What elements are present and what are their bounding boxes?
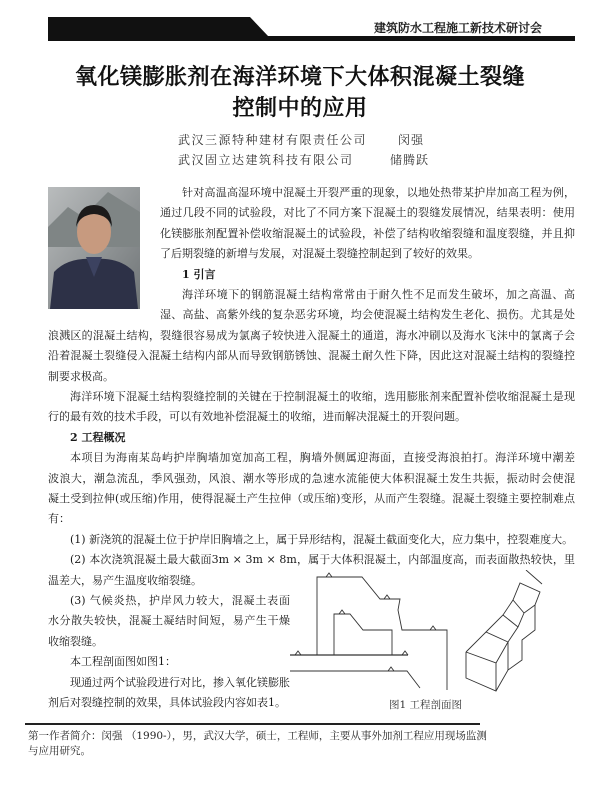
elevation-marks [326,573,332,577]
author-name: 储腾跃 [390,153,430,167]
inner-section-outline [334,614,392,655]
body-text-line: 行的最有效的技术手段，可以有效地补偿混凝土的收缩，进而解决混凝土的开裂问题。 [48,410,466,424]
footnote-line: 第一作者简介：闵强 （1990-），男，武汉大学，硕士，工程师，主要从事外加剂工程应用现场监测 [28,730,487,742]
footnote-line: 与应用研究。 [28,745,91,757]
body-text-line: 针对高温高湿环境中混凝土开裂严重的现象，以地处热带某护岸加高工程为例， [182,186,575,199]
body-text-line: 温差大，易产生温度收缩裂缝。 [48,573,202,587]
body-text-line: 制要求极高。 [48,369,114,383]
body-text-line: 凝土受到拉伸(或压缩)作用，使得混凝土产生拉伸（或压缩)变形，从而产生裂缝。混凝土裂缝主要控制难点 [48,492,575,505]
body-text-line: 收缩裂缝。 [48,634,103,648]
body-text-line: 沿着混凝土裂缝侵入混凝土结构内部从而导致钢筋锈蚀、混凝土耐久性下降，因此这对混凝土结构的裂缝控 [48,349,575,363]
body-text-line: 有： [48,512,70,526]
body-text-line: 水分散失较快，混凝土凝结时间短，易产生干燥 [48,614,290,628]
body-text-line: 化镁膨胀剂配置补偿收缩混凝土的试验段，补偿了结构收缩裂缝和温度裂缝，并且抑 [160,226,575,240]
base-line [290,671,420,688]
body-text-line: 波浪大，潮急流乱，季风强劲，风浪、潮水等形成的急速水流能使大体积混凝土发生共振，振动时会使混 [48,471,575,485]
body-text-line: 了后期裂缝的新增与发展，对混凝土裂缝控制起到了较好的效果。 [160,247,479,261]
outer-section-outline [317,577,447,690]
section-heading: 2 工程概况 [70,430,126,444]
paper-title-line2: 控制中的应用 [232,95,368,121]
body-text-line: 浪溅区的混凝土结构，裂缝很容易成为氯离子较快进入混凝土的通道，海水冲刷以及海水飞沫中的氯离子会 [48,328,575,342]
body-text-line: 现通过两个试验段进行对比，掺入氧化镁膨胀 [70,675,290,689]
conference-name: 建筑防水工程施工新技术研讨会 [373,21,542,35]
section-heading: 1 引言 [182,267,216,281]
figure-caption: 图1 工程剖面图 [389,699,463,711]
author-name: 闵强 [398,133,425,147]
body-text-line: (3) 气候炎热，护岸风力较大，混凝土表面 [70,594,290,607]
body-text-line: 本工程剖面图如图1： [70,655,176,669]
body-text-line: (1) 新浇筑的混凝土位于护岸旧胸墙之上，属于异形结构，混凝土截面变化大，应力集中，控裂难度大。 [70,532,574,546]
isometric-block [466,570,542,691]
author-affiliation: 武汉三源特种建材有限责任公司 [178,133,368,147]
body-text-line: 海洋环境下的钢筋混凝土结构常常由于耐久性不足而发生破坏，加之高温、高 [182,288,575,301]
body-text-line: 本项目为海南某岛屿护岸胸墙加宽加高工程，胸墙外侧属迎海面，直接受海浪拍打。海洋环境中潮差 [70,451,575,465]
author-photo [48,187,140,309]
paper-title-line1: 氧化镁膨胀剂在海洋环境下大体积混凝土裂缝 [74,64,525,90]
body-text-line: 湿、高盐、高紫外线的复杂恶劣环境，均会使混凝土结构发生老化、损伤。尤其是处 [160,308,575,322]
footnote-divider [25,723,480,725]
author-affiliation: 武汉固立达建筑科技有限公司 [178,153,354,167]
body-text-line: 通过几段不同的试验段，对比了不同方案下混凝土的裂缝发展情况，结果表明：使用 [160,206,575,220]
body-text-line: 海洋环境下混凝土结构裂缝控制的关键在于控制混凝土的收缩，选用膨胀剂来配置补偿收缩混凝土是现 [70,390,575,403]
body-text-line: (2) 本次浇筑混凝土最大截面3m × 3m × 8m，属于大体积混凝土，内部温度高，而表面散热较快，里 [70,553,575,567]
body-text-line: 剂后对裂缝控制的效果，具体试验段内容如表1。 [48,696,286,709]
